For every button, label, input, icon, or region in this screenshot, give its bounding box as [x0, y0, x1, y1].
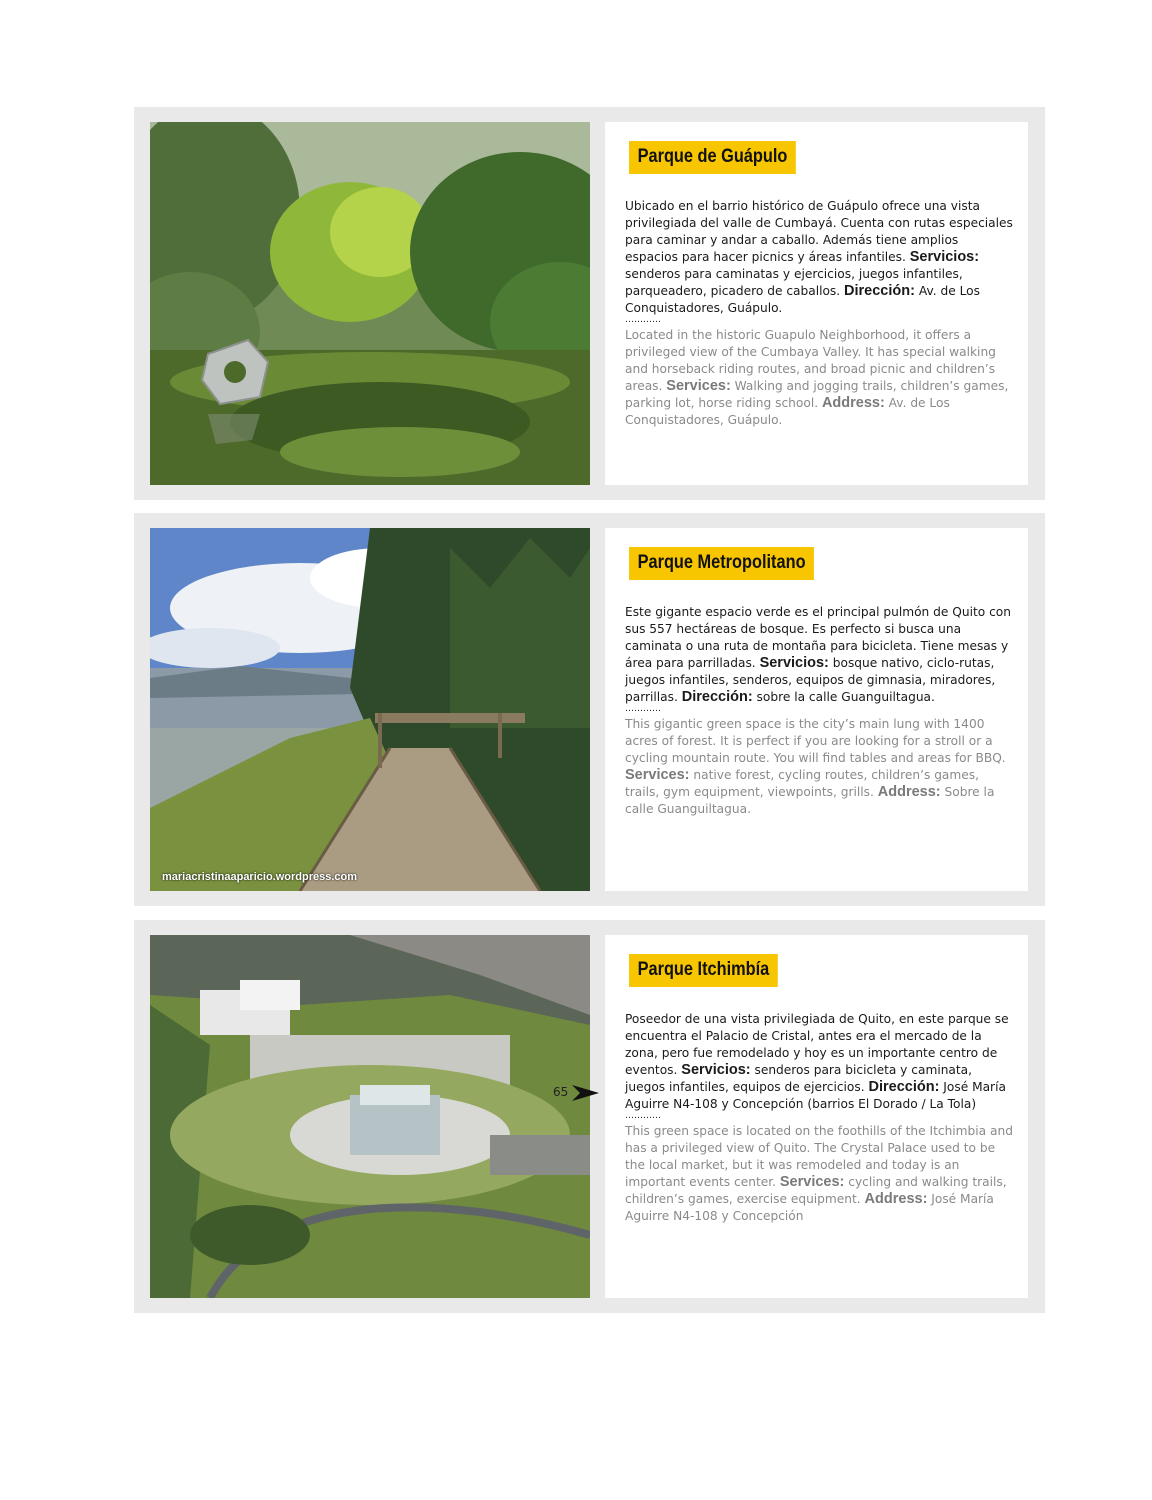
address-en: Av. de Los Conquistadores, Guápulo. [625, 396, 950, 427]
separator-dots: ………… [625, 315, 661, 325]
services-label-es: Servicios: [681, 1062, 751, 1078]
services-label-en: Services: [779, 1174, 845, 1190]
address-en: Sobre la calle Guanguiltagua. [625, 785, 995, 816]
spanish-text [625, 604, 1015, 706]
page-number: 65 [553, 1085, 569, 1099]
park-info-guapulo [605, 122, 1028, 485]
english-description: Located in the historic Guapulo Neighborhood, it offers a privileged view of the Cumbaya Valley. It has special walking and horseback riding routes, and broad picnic and children’s areas. [625, 328, 996, 393]
photo-credit: mariacristinaaparicio.wordpress.com [162, 871, 358, 883]
address-label-es: Dirección: [681, 689, 753, 705]
spanish-description: Este gigante espacio verde es el principal pulmón de Quito con sus 557 hectáreas de bosque. Es perfecto si busca una caminata o una ruta de montaña para bicicleta. Tiene mesas y área para parrilladas. [625, 605, 1011, 670]
services-es: senderos para caminatas y ejercicios, juegos infantiles, parqueadero, picadero de caballos. [625, 267, 963, 298]
address-es: Av. de Los Conquistadores, Guápulo. [625, 284, 980, 315]
park-title: Parque Itchimbía [629, 954, 778, 987]
park-description [625, 604, 1015, 818]
english-description: This green space is located on the foothills of the Itchimbia and has a privileged view of Quito. The Crystal Palace used to be the local market, but it was remodeled and today is an important events center. [625, 1124, 1013, 1189]
park-card-metropolitano [134, 513, 1045, 906]
address-label-es: Dirección: [868, 1079, 940, 1095]
address-en: José María Aguirre N4-108 y Concepción [625, 1192, 994, 1223]
park-photo-metropolitano [150, 528, 590, 891]
park-photo-itchimbia [150, 935, 590, 1298]
services-label-en: Services: [666, 378, 731, 394]
park-photo-guapulo [150, 122, 590, 485]
address-label-es: Dirección: [844, 283, 915, 299]
park-description [625, 198, 1015, 429]
address-es: José María Aguirre N4-108 y Concepción (barrios El Dorado / La Tola) [625, 1080, 1006, 1111]
park-description [625, 1011, 1015, 1225]
services-label-es: Servicios: [759, 655, 829, 671]
address-label-en: Address: [821, 395, 885, 411]
spanish-description: Poseedor de una vista privilegiada de Quito, en este parque se encuentra el Palacio de Cristal, antes era el mercado de la zona, pero fue remodelado y hoy es un importante centro de eventos. [625, 1012, 1009, 1077]
services-es: bosque nativo, ciclo-rutas, juegos infantiles, senderos, equipos de gimnasia, miradores, parrillas. [625, 656, 996, 704]
park-card-guapulo [134, 107, 1045, 500]
park-title: Parque de Guápulo [629, 141, 796, 174]
spanish-text [625, 1011, 1015, 1113]
park-title: Parque Metropolitano [629, 547, 814, 580]
park-card-itchimbia [134, 920, 1045, 1313]
services-label-es: Servicios: [909, 249, 980, 265]
services-en: Walking and jogging trails, children’s games, parking lot, horse riding school. [625, 379, 1009, 410]
english-text [625, 716, 1015, 818]
services-en: native forest, cycling routes, children’s games, trails, gym equipment, viewpoints, grills. [625, 768, 979, 799]
park-info-itchimbia [605, 935, 1028, 1298]
address-label-en: Address: [877, 784, 941, 800]
address-es: sobre la calle Guanguiltagua. [752, 690, 935, 704]
english-text [625, 327, 1015, 429]
services-en: cycling and walking trails, children’s games, exercise equipment. [625, 1175, 1007, 1206]
park-info-metropolitano [605, 528, 1028, 891]
services-label-en: Services: [625, 767, 690, 783]
english-text [625, 1123, 1015, 1225]
address-label-en: Address: [864, 1191, 928, 1207]
separator-dots: ………… [625, 1111, 661, 1121]
spanish-description: Ubicado en el barrio histórico de Guápulo ofrece una vista privilegiada del valle de Cumbayá. Cuenta con rutas especiales para caminar y andar a caballo. Además tiene amplios espacios para hacer picnics y áreas infantiles. [625, 199, 1013, 264]
spanish-text [625, 198, 1015, 317]
services-es: senderos para bicicleta y caminata, juegos infantiles, equipos de ejercicios. [625, 1063, 973, 1094]
separator-dots: ………… [625, 704, 661, 714]
english-description: This gigantic green space is the city’s main lung with 1400 acres of forest. It is perfect if you are looking for a stroll or a cycling mountain route. You will find tables and areas for BBQ. [625, 717, 1006, 765]
arrow-icon [571, 1083, 601, 1103]
